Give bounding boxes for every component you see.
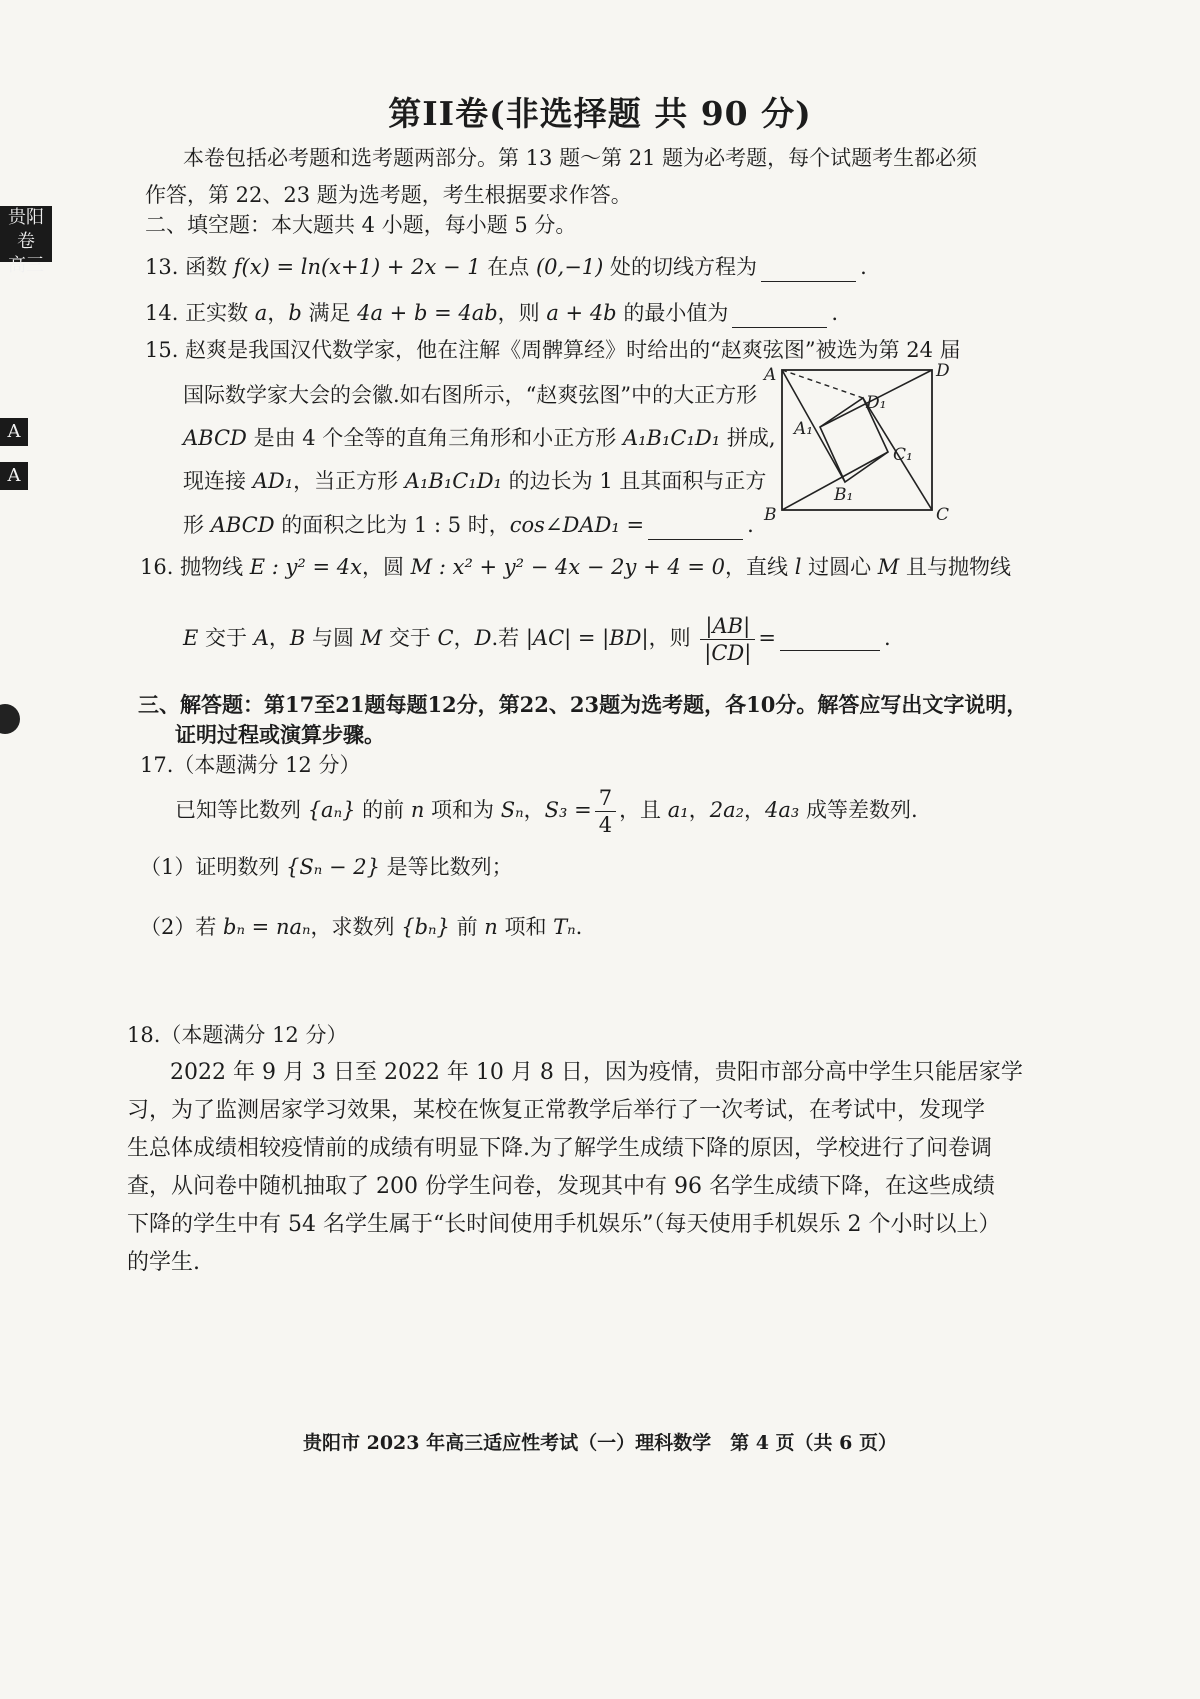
question-18-line-6: 的学生. (127, 1250, 200, 1275)
q14-number: 14. (145, 301, 179, 325)
question-16-line-2: E 交于 A，B 与圆 M 交于 C，D.若 |AC| = |BD|，则 $\frac{|AB|}{|CD|}$ = . (183, 614, 891, 665)
side-tab-top: 贵阳卷 (8, 207, 44, 252)
section-3-line-1: 三、解答题：第17至21题每题12分，第22、23题为选考题，各10分。解答应写出文字说明， (138, 692, 1028, 717)
question-15-line-5: 形 ABCD 的面积之比为 1 : 5 时，cos∠DAD₁ = . (183, 510, 754, 540)
question-17-header: 17.（本题满分 12 分） (140, 753, 361, 777)
question-15-line-4: 现连接 AD₁，当正方形 A₁B₁C₁D₁ 的边长为 1 且其面积与正方 (183, 469, 767, 493)
question-18-line-2: 习，为了监测居家学习效果，某校在恢复正常教学后举行了一次考试，在考试中，发现学 (127, 1098, 986, 1123)
q13-function: f(x) = ln(x+1) + 2x − 1 (233, 255, 481, 279)
label-a1: A₁ (794, 419, 814, 439)
zhao-shuang-diagram (760, 360, 955, 525)
question-17-part-2: （2）若 bₙ = naₙ，求数列 {bₙ} 前 n 项和 Tₙ. (140, 915, 583, 939)
line-a-b1 (782, 370, 845, 482)
q14-equation: 4a + b = 4ab (357, 301, 498, 325)
label-d: D (936, 361, 950, 381)
page-title: 第II卷(非选择题 共 90 分) (388, 94, 812, 133)
q16-fraction: $\frac{|AB|}{|CD|}$ (700, 613, 755, 666)
question-18-header: 18.（本题满分 12 分） (127, 1023, 348, 1047)
question-17-part-1: （1）证明数列 {Sₙ − 2} 是等比数列； (140, 855, 513, 879)
question-15-line-3: ABCD 是由 4 个全等的直角三角形和小正方形 A₁B₁C₁D₁ 拼成, (183, 426, 776, 450)
q16-answer-blank[interactable] (780, 628, 880, 651)
side-tab-bottom: 高三 (8, 255, 44, 276)
q13-answer-blank[interactable] (761, 259, 856, 282)
section-3-line-2: 证明过程或演算步骤。 (175, 722, 385, 747)
label-a: A (764, 365, 777, 385)
side-marker-a2: A (0, 462, 28, 490)
section-2-heading: 二、填空题：本大题共 4 小题，每小题 5 分。 (145, 213, 577, 237)
question-18-line-3: 生总体成绩相较疫情前的成绩有明显下降.为了解学生成绩下降的原因，学校进行了问卷调 (127, 1136, 992, 1161)
square-abcd (782, 370, 932, 510)
question-14: 14. 正实数 a，b 满足 4a + b = 4ab，则 a + 4b 的最小值为 . (145, 298, 838, 328)
q14-answer-blank[interactable] (732, 305, 827, 328)
q15-answer-blank[interactable] (648, 517, 743, 540)
question-17-stem: 已知等比数列 {aₙ} 的前 n 项和为 Sₙ，S₃ = $\frac{7}{4}$ ，且 a₁，2a₂，4a₃ 成等差数列. (175, 786, 918, 837)
intro-line-2: 作答，第 22、23 题为选考题，考生根据要求作答。 (145, 183, 632, 207)
question-18-line-5: 下降的学生中有 54 名学生属于“长时间使用手机娱乐”（每天使用手机娱乐 2 个小时以上） (127, 1212, 1001, 1237)
label-c: C (936, 505, 950, 525)
q17-fraction: $\frac{7}{4}$ (595, 785, 616, 838)
q16-number: 16. (140, 555, 174, 579)
question-16-line-1: 16. 抛物线 E : y² = 4x，圆 M : x² + y² − 4x − 2y + 4 = 0，直线 l 过圆心 M 且与抛物线 (140, 555, 1011, 579)
side-tab-region (0, 206, 52, 276)
q15-number: 15. (145, 338, 179, 362)
dashed-line-a-d1 (782, 370, 863, 398)
q13-number: 13. (145, 255, 179, 279)
label-c1: C₁ (893, 445, 913, 465)
question-18-line-1: 2022 年 9 月 3 日至 2022 年 10 月 8 日，因为疫情，贵阳市部分高中学生只能居家学 (170, 1060, 1023, 1085)
side-marker-a1: A (0, 418, 28, 446)
page-footer: 贵阳市 2023 年高三适应性考试（一）理科数学 第 4 页（共 6 页） (302, 1432, 897, 1454)
question-13: 13. 函数 f(x) = ln(x+1) + 2x − 1 在点 (0,−1) 处的切线方程为 . (145, 252, 867, 282)
question-15-line-2: 国际数学家大会的会徽.如右图所示，“赵爽弦图”中的大正方形 (183, 383, 758, 407)
label-b: B (764, 505, 777, 525)
label-d1: D₁ (866, 393, 887, 413)
binding-hole-dot (0, 704, 20, 734)
intro-line-1: 本卷包括必考题和选考题两部分。第 13 题～第 21 题为必考题，每个试题考生都必须 (183, 146, 978, 170)
question-15-line-1: 15. 赵爽是我国汉代数学家，他在注解《周髀算经》时给出的“赵爽弦图”被选为第 24 届 (145, 338, 961, 362)
q13-point: (0,−1) (535, 255, 604, 279)
question-18-line-4: 查，从问卷中随机抽取了 200 份学生问卷，发现其中有 96 名学生成绩下降，在这些成绩 (127, 1174, 995, 1199)
label-b1: B₁ (834, 485, 854, 505)
